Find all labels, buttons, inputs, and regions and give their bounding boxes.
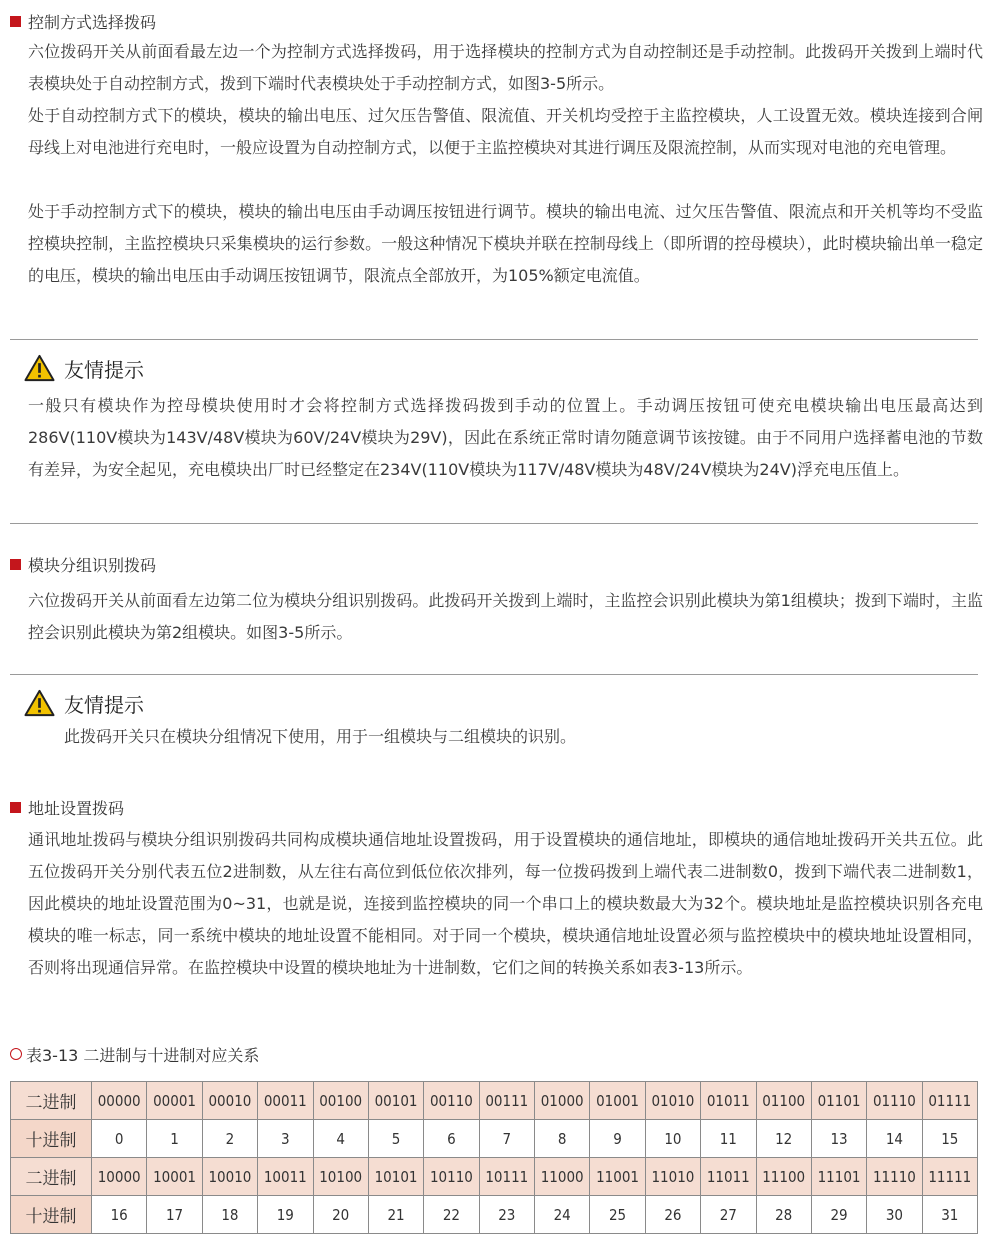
paragraph: 处于自动控制方式下的模块，模块的输出电压、过欠压告警值、限流值、开关机均受控于主监控模块，人工设置无效。模块连接到合闸母线上对电池进行充电时，一般应设置为自动控制方式，以便于主监控模块对其进行调压及限流控制，从而实现对电池的充电管理。 <box>28 106 983 157</box>
section-heading-group-id <box>10 553 156 575</box>
paragraph: 六位拨码开关从前面看左边第二位为模块分组识别拨码。此拨码开关拨到上端时，主监控会识别此模块为第1组模块；拨到下端时，主监控会识别此模块为第2组模块。如图3-5所示。 <box>28 591 983 642</box>
table-cell: 01111 <box>922 1082 977 1120</box>
table-cell: 23 <box>479 1196 534 1234</box>
tip-heading <box>24 686 144 720</box>
table-cell: 01011 <box>701 1082 756 1120</box>
table-cell: 20 <box>313 1196 368 1234</box>
table-cell: 25 <box>590 1196 645 1234</box>
table-cell: 11001 <box>590 1158 645 1196</box>
table-cell: 26 <box>645 1196 700 1234</box>
table-cell: 00101 <box>368 1082 423 1120</box>
table-cell: 00110 <box>424 1082 479 1120</box>
table-cell: 14 <box>867 1120 922 1158</box>
table-cell: 10111 <box>479 1158 534 1196</box>
tip-text: 此拨码开关只在模块分组情况下使用，用于一组模块与二组模块的识别。 <box>64 727 577 746</box>
table-cell: 10000 <box>92 1158 147 1196</box>
tip-title: 友情提示 <box>64 357 144 382</box>
row-header: 二进制 <box>11 1082 92 1120</box>
table-cell: 00011 <box>258 1082 313 1120</box>
table-cell: 3 <box>258 1120 313 1158</box>
paragraph: 六位拨码开关从前面看最左边一个为控制方式选择拨码，用于选择模块的控制方式为自动控制还是手动控制。此拨码开关拨到上端时代表模块处于自动控制方式，拨到下端时代表模块处于手动控制方式，如图3-5所示。 <box>28 42 983 93</box>
section-heading-control-mode <box>10 10 156 32</box>
table-cell: 22 <box>424 1196 479 1234</box>
table-cell: 12 <box>756 1120 811 1158</box>
table-cell: 17 <box>147 1196 202 1234</box>
table-cell: 28 <box>756 1196 811 1234</box>
warning-icon <box>24 689 55 717</box>
section-title: 控制方式选择拨码 <box>28 12 157 32</box>
table-cell: 8 <box>535 1120 590 1158</box>
section-title: 模块分组识别拨码 <box>28 555 157 575</box>
table-cell: 6 <box>424 1120 479 1158</box>
table-cell: 10101 <box>368 1158 423 1196</box>
table-cell: 01101 <box>811 1082 866 1120</box>
table-cell: 7 <box>479 1120 534 1158</box>
table-cell: 24 <box>535 1196 590 1234</box>
row-header: 十进制 <box>11 1196 92 1234</box>
section-heading-address <box>10 796 124 818</box>
table-cell: 9 <box>590 1120 645 1158</box>
tip-text: 一般只有模块作为控母模块使用时才会将控制方式选择拨码拨到手动的位置上。手动调压按钮可使充电模块输出电压最高达到286V(110V模块为143V/48V模块为60V/24V模块为29V)，因此在系统正常时请勿随意调节该按键。由于不同用户选择蓄电池的节数有差异，为安全起见，充电模块出厂时已经整定在234V(110V模块为117V/48V模块为48V/24V模块为24V)浮充电压值上。 <box>28 396 983 479</box>
table-cell: 11111 <box>922 1158 977 1196</box>
row-header: 十进制 <box>11 1120 92 1158</box>
table-cell: 10010 <box>202 1158 257 1196</box>
table-cell: 00010 <box>202 1082 257 1120</box>
warning-icon <box>24 354 55 382</box>
table-cell: 13 <box>811 1120 866 1158</box>
table-cell: 1 <box>147 1120 202 1158</box>
table-cell: 11110 <box>867 1158 922 1196</box>
table-cell: 10100 <box>313 1158 368 1196</box>
table-cell: 10110 <box>424 1158 479 1196</box>
table-caption <box>10 1043 259 1065</box>
table-cell: 29 <box>811 1196 866 1234</box>
table-cell: 5 <box>368 1120 423 1158</box>
section-title: 地址设置拨码 <box>28 798 125 818</box>
red-square-bullet-icon <box>10 16 21 27</box>
table-cell: 01001 <box>590 1082 645 1120</box>
divider <box>10 674 978 675</box>
row-header: 二进制 <box>11 1158 92 1196</box>
paragraph: 通讯地址拨码与模块分组识别拨码共同构成模块通信地址设置拨码，用于设置模块的通信地址，即模块的通信地址拨码开关共五位。此五位拨码开关分别代表五位2进制数，从左往右高位到低位依次排列，每一位拨码拨到上端代表二进制数0，拨到下端代表二进制数1，因此模块的地址设置范围为0~31，也就是说，连接到监控模块的同一个串口上的模块数最大为32个。模块地址是监控模块识别各充电模块的唯一标志，同一系统中模块的地址设置不能相同。对于同一个模块，模块通信地址设置必须与监控模块中的模块地址设置相同，否则将出现通信异常。在监控模块中设置的模块地址为十进制数，它们之间的转换关系如表3-13所示。 <box>28 830 983 977</box>
table-cell: 0 <box>92 1120 147 1158</box>
paragraph: 处于手动控制方式下的模块，模块的输出电压由手动调压按钮进行调节。模块的输出电流、过欠压告警值、限流点和开关机等均不受监控模块控制，主监控模块只采集模块的运行参数。一般这种情况下模块并联在控制母线上（即所谓的控母模块），此时模块输出单一稳定的电压，模块的输出电压由手动调压按钮调节，限流点全部放开，为105%额定电流值。 <box>28 202 983 285</box>
table-row <box>11 1082 978 1120</box>
table-cell: 31 <box>922 1196 977 1234</box>
table-cell: 11011 <box>701 1158 756 1196</box>
table-cell: 10 <box>645 1120 700 1158</box>
table-cell: 30 <box>867 1196 922 1234</box>
table-cell: 01010 <box>645 1082 700 1120</box>
table-cell: 00000 <box>92 1082 147 1120</box>
table-cell: 18 <box>202 1196 257 1234</box>
table-cell: 11 <box>701 1120 756 1158</box>
table-cell: 4 <box>313 1120 368 1158</box>
caption-text: 表3-13 二进制与十进制对应关系 <box>26 1045 260 1065</box>
divider <box>10 523 978 524</box>
circle-bullet-icon <box>10 1048 22 1060</box>
table-cell: 16 <box>92 1196 147 1234</box>
table-row <box>11 1158 978 1196</box>
divider <box>10 339 978 340</box>
table-cell: 21 <box>368 1196 423 1234</box>
red-square-bullet-icon <box>10 802 21 813</box>
tip-heading <box>24 351 144 385</box>
table-cell: 00111 <box>479 1082 534 1120</box>
table-cell: 00001 <box>147 1082 202 1120</box>
table-cell: 19 <box>258 1196 313 1234</box>
table-cell: 01000 <box>535 1082 590 1120</box>
table-cell: 11010 <box>645 1158 700 1196</box>
table-cell: 11100 <box>756 1158 811 1196</box>
table-row <box>11 1120 978 1158</box>
table-cell: 10011 <box>258 1158 313 1196</box>
table-cell: 10001 <box>147 1158 202 1196</box>
table-cell: 01110 <box>867 1082 922 1120</box>
table-cell: 15 <box>922 1120 977 1158</box>
table-row <box>11 1196 978 1234</box>
table-cell: 11000 <box>535 1158 590 1196</box>
table-cell: 27 <box>701 1196 756 1234</box>
binary-decimal-table <box>10 1081 978 1234</box>
table-cell: 2 <box>202 1120 257 1158</box>
tip-title: 友情提示 <box>64 692 144 717</box>
table-cell: 11101 <box>811 1158 866 1196</box>
table-cell: 00100 <box>313 1082 368 1120</box>
table-cell: 01100 <box>756 1082 811 1120</box>
red-square-bullet-icon <box>10 559 21 570</box>
